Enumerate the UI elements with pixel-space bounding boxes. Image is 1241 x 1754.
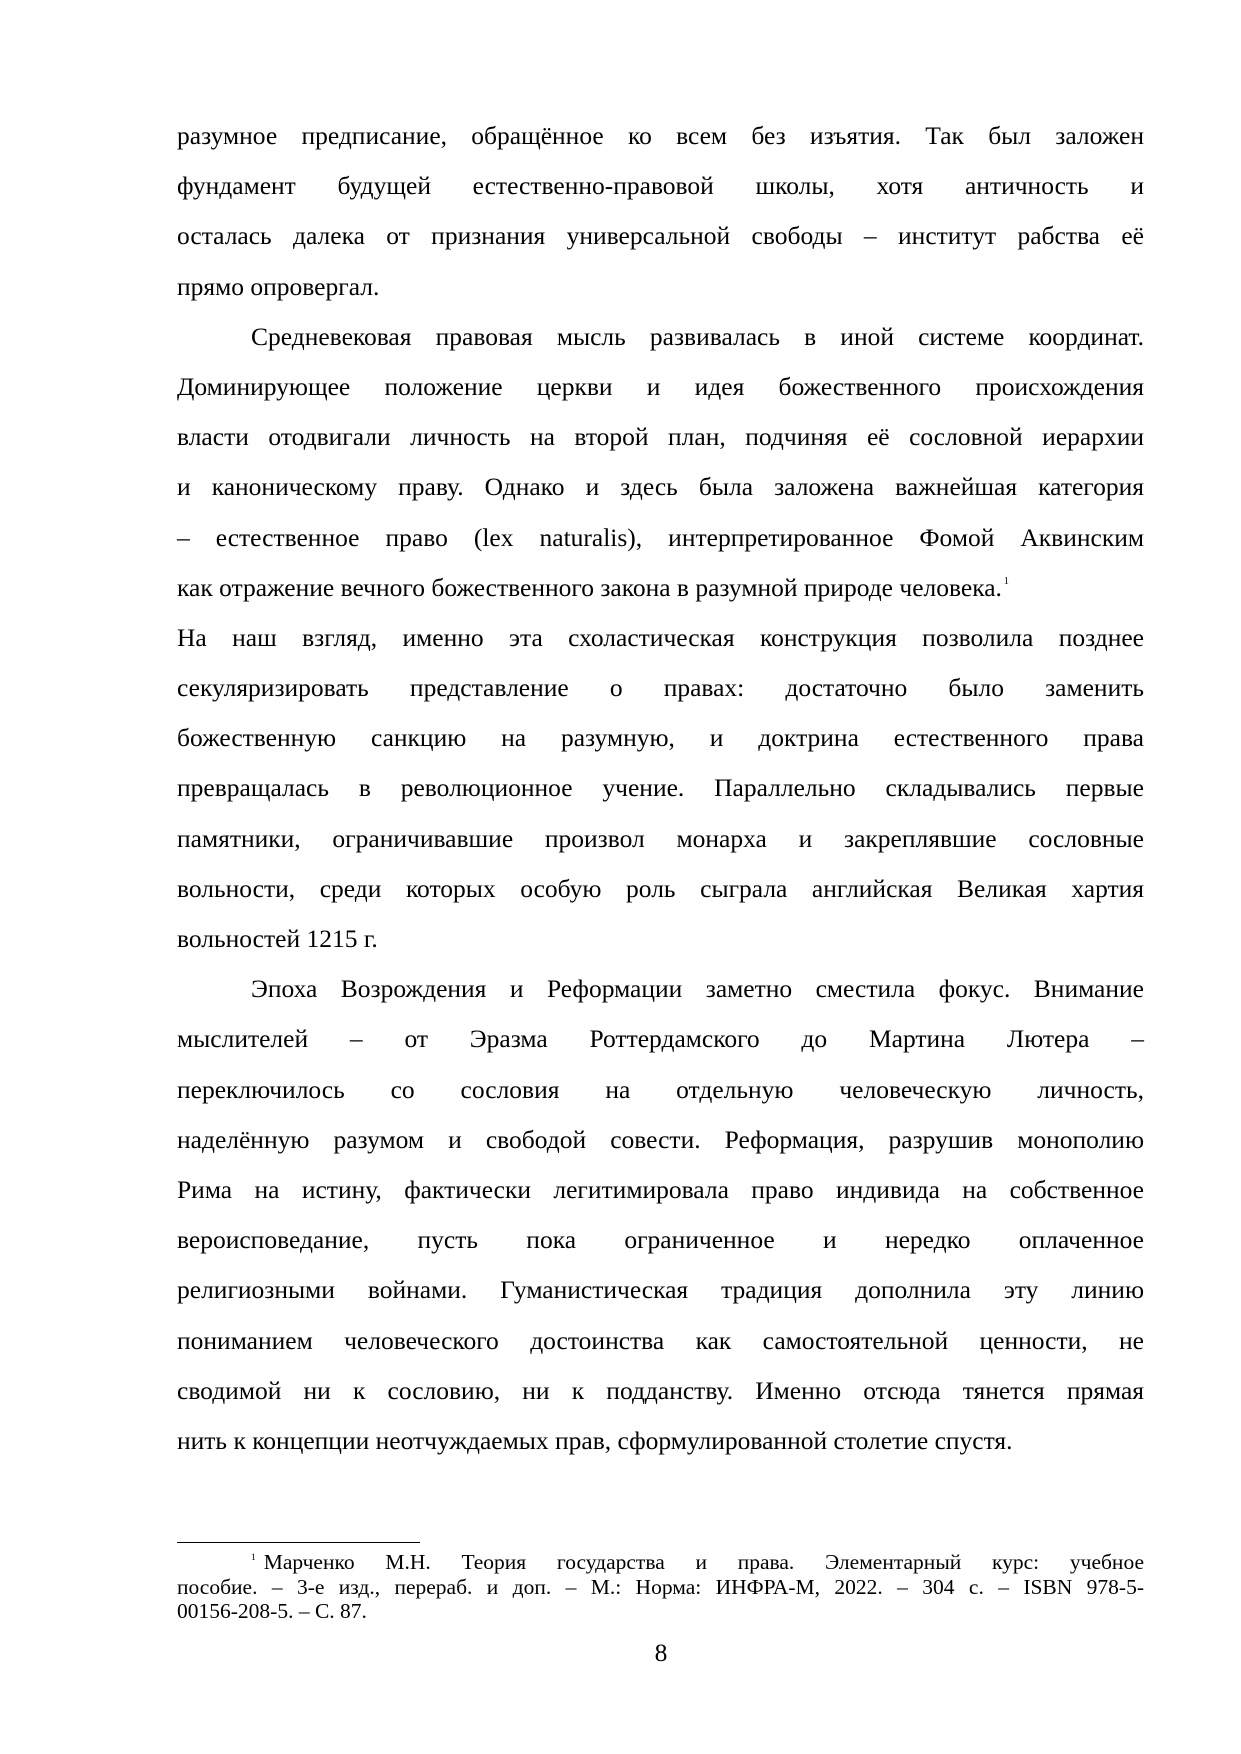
text-line: фундамент будущей естественно-правовой школы, хотя античность и xyxy=(177,171,1144,201)
text-line: памятники, ограничивавшие произвол монарха и закреплявшие сословные xyxy=(177,823,1144,853)
text-line: религиозными войнами. Гуманистическая традиция дополнила эту линию xyxy=(177,1275,1144,1305)
text-line: прямо опровергал. xyxy=(177,271,380,301)
footnote-marker: 1 xyxy=(251,1553,256,1563)
text-line-content: как отражение вечного божественного закона в разумной природе человека. xyxy=(177,572,1002,602)
text-line: вольностей 1215 г. xyxy=(177,924,378,953)
body-text xyxy=(177,111,1144,1466)
text-line: разумное предписание, обращённое ко всем без изъятия. Так был заложен xyxy=(177,121,1144,150)
text-line: пониманием человеческого достоинства как самостоятельной ценности, не xyxy=(177,1325,1144,1355)
text-line: наделённую разумом и свободой совести. Реформация, разрушив монополию xyxy=(177,1124,1144,1154)
text-line: власти отодвигали личность на второй план, подчиняя её сословной иерархии xyxy=(177,422,1144,452)
text-line: нить к концепции неотчуждаемых прав, сформулированной столетие спустя. xyxy=(177,1425,1013,1455)
paragraph-renaissance xyxy=(177,964,1144,1466)
footnote-reference[interactable]: 1 xyxy=(1003,575,1009,587)
text-line: сводимой ни к сословию, ни к подданству. Именно отсюда тянется прямая xyxy=(177,1375,1144,1405)
text-line: мыслителей – от Эразма Роттердамского до Мартина Лютера – xyxy=(177,1024,1144,1054)
footnote-separator xyxy=(177,1542,420,1543)
footnote-line-content: Марченко М.Н. Теория государства и права. Элементарный курс: учебное xyxy=(263,1550,1144,1574)
text-line: превращалась в революционное учение. Параллельно складывались первые xyxy=(177,773,1144,803)
footnote-line xyxy=(177,1550,1144,1575)
footnote xyxy=(177,1550,1144,1624)
text-line: На наш взгляд, именно эта схоластическая конструкция позволила позднее xyxy=(177,622,1144,652)
text-line: Рима на истину, фактически легитимировала право индивида на собственное xyxy=(177,1174,1144,1204)
text-line: Доминирующее положение церкви и идея божественного происхождения xyxy=(177,371,1144,401)
paragraph-antiquity xyxy=(177,111,1144,312)
text-line: Эпоха Возрождения и Реформации заметно сместила фокус. Внимание xyxy=(251,974,1144,1004)
text-line: секуляризировать представление о правах: достаточно было заменить xyxy=(177,673,1144,703)
text-line-with-footnote xyxy=(177,563,1144,613)
text-line: переключилось со сословия на отдельную человеческую личность, xyxy=(177,1074,1144,1104)
paragraph-middle-ages xyxy=(177,312,1144,964)
text-line: Средневековая правовая мысль развивалась в иной системе координат. xyxy=(251,321,1144,351)
text-line: осталась далека от признания универсальной свободы – институт рабства её xyxy=(177,221,1144,251)
footnote-line: 00156-208-5. – С. 87. xyxy=(177,1599,367,1623)
text-line: божественную санкцию на разумную, и доктрина естественного права xyxy=(177,723,1144,753)
text-line: – естественное право (lex naturalis), интерпретированное Фомой Аквинским xyxy=(177,522,1144,552)
text-line: и каноническому праву. Однако и здесь была заложена важнейшая категория xyxy=(177,472,1144,502)
footnote-line: пособие. – 3-е изд., перераб. и доп. – М.: Норма: ИНФРА-М, 2022. – 304 с. – ISBN 978-5- xyxy=(177,1574,1144,1599)
text-line: вольности, среди которых особую роль сыграла английская Великая хартия xyxy=(177,873,1144,903)
text-line: вероисповедание, пусть пока ограниченное и нередко оплаченное xyxy=(177,1225,1144,1255)
page-number: 8 xyxy=(654,1638,668,1667)
